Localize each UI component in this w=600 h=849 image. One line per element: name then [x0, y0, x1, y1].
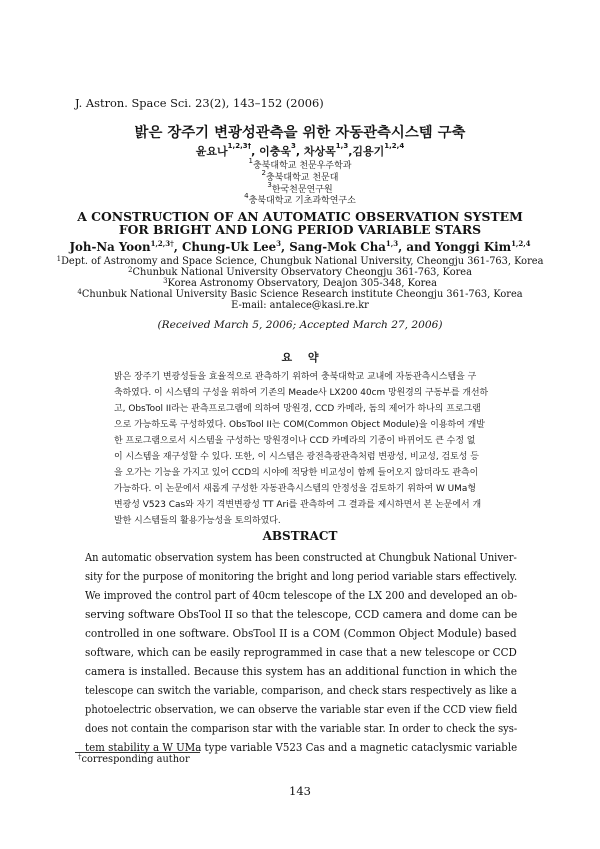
- received-accepted-dates: (Received March 5, 2006; Accepted March 27, 2006): [157, 319, 443, 331]
- english-author: Joh-Na Yoon: [69, 240, 151, 254]
- korean-title: 밝은 장주기 변광성관측을 위한 자동관측시스템 구축: [134, 125, 466, 141]
- abstract-line: software, which can be easily reprogrammed in case that a new telescope or CCD: [85, 645, 517, 659]
- footnote-divider: [75, 752, 200, 753]
- author-affiliation-mark: 3: [291, 142, 296, 150]
- english-affiliation: $^1$Dept. of Astronomy and Space Science, Chungbuk National University, Cheongju 361-763, Korea: [56, 255, 544, 267]
- english-title-line: A CONSTRUCTION OF AN AUTOMATIC OBSERVATION SYSTEM: [77, 209, 523, 224]
- english-title-line: FOR BRIGHT AND LONG PERIOD VARIABLE STARS: [118, 222, 482, 237]
- abstract-line: does not contain the comparison star with the variable star. In order to check the sys-: [85, 721, 518, 735]
- abstract-line: serving software ObsTool II so that the telescope, CCD camera and dome can be: [85, 607, 518, 621]
- abstract-line: telescope can switch the variable, comparison, and check stars respectively as like a: [85, 683, 517, 697]
- abstract-line: sity for the purpose of monitoring the bright and long period variable stars effectively.: [85, 569, 518, 583]
- footnote: [78, 754, 190, 765]
- english-author: Chung-Uk Lee: [181, 240, 277, 254]
- korean-abstract-line: 축하였다. 이 시스템의 구성을 위하여 기존의 Meade사 LX200 40cm 망원경의 구동부를 개선하: [114, 388, 489, 398]
- abstract-line: tem stability a W UMa type variable V523 Cas and a magnetic cataclysmic variable: [85, 740, 518, 754]
- abstract-line: photoelectric observation, we can observe the variable star even if the CCD view field: [85, 702, 518, 716]
- english-affiliation: $^2$Chunbuk National University Observatory Cheongju 361-763, Korea: [128, 266, 472, 278]
- korean-abstract-heading: 요 약: [281, 351, 319, 364]
- korean-author: 차상목: [303, 145, 336, 158]
- korean-abstract-line: 변광성 V523 Cas와 자기 격변변광성 TT Ari를 관측하여 그 결과를 제시하면서 본 논문에서 개: [114, 500, 482, 510]
- korean-abstract-line: 한 프로그램으로서 시스템을 구성하는 망원경이나 CCD 카메라의 기종이 바뀌어도 큰 수정 없: [114, 436, 476, 446]
- korean-author: 이충욱: [259, 145, 292, 158]
- korean-author: 윤요나: [195, 145, 228, 158]
- author-affiliation-mark: 1,2,3†: [150, 239, 174, 248]
- english-author: Sang-Mok Cha: [289, 240, 386, 254]
- author-affiliation-mark: 3: [276, 239, 281, 248]
- email-address: E-mail: antalece@kasi.re.kr: [231, 300, 369, 311]
- author-affiliation-mark: 1,2,3†: [227, 142, 252, 150]
- page-number: 143: [289, 784, 311, 798]
- footnote-mark: †: [78, 753, 82, 761]
- english-title: [0, 210, 600, 236]
- abstract-line: camera is installed. Because this system has an additional function in which the: [85, 664, 518, 678]
- korean-abstract-line: 이 시스템을 재구성할 수 있다. 또한, 이 시스템은 광전측광관측처럼 변광성, 비교성, 검토성 등: [114, 452, 479, 462]
- abstract-line: We improved the control part of 40cm telescope of the LX 200 and developed an ob-: [85, 588, 518, 602]
- abstract-line: controlled in one software. ObsTool II is a COM (Common Object Module) based: [85, 626, 517, 640]
- korean-affiliation: $^4$충북대학교 기초과학연구소: [244, 192, 356, 206]
- korean-abstract-line: 으로 가능하도록 구성하였다. ObsTool II는 COM(Common Object Module)을 이용하여 개발: [114, 420, 485, 430]
- korean-abstract-line: 밝은 장주기 변광성들을 효율적으로 관측하기 위하여 충북대학교 교내에 자동관측시스템을 구: [114, 372, 477, 382]
- author-affiliation-mark: 1,3: [335, 142, 349, 150]
- abstract-line: An automatic observation system has been constructed at Chungbuk National Univer-: [85, 550, 517, 564]
- english-author: Yonggi Kim: [434, 240, 512, 254]
- korean-affiliation: $^1$충북대학교 천문우주학과: [248, 157, 352, 171]
- korean-author-list: 윤요나$^{1,2,3\dagger}$, 이충욱$^3$, 차상목$^{1,3}$,김용기$^{1,2,4}$: [195, 142, 405, 158]
- abstract-heading: ABSTRACT: [262, 529, 338, 543]
- author-affiliation-mark: 1,2,4: [511, 239, 531, 248]
- korean-abstract-line: 고, ObsTool II라는 관측프로그램에 의하여 망원경, CCD 카메라, 돔의 제어가 하나의 프로그램: [114, 404, 481, 414]
- english-affiliation: $^3$Korea Astronomy Observatory, Deajon 305-348, Korea: [163, 277, 437, 289]
- korean-affiliation: $^2$충북대학교 천문대: [261, 169, 339, 183]
- journal-citation: J. Astron. Space Sci. 23(2), 143–152 (2006): [75, 96, 324, 110]
- korean-abstract-line: 가능하다. 이 논문에서 새롭게 구성한 자동관측시스템의 안정성을 검토하기 위하여 W UMa형: [114, 484, 476, 494]
- english-affiliation: $^4$Chunbuk National University Basic Science Research institute Cheongju 361-763, Korea: [77, 288, 523, 300]
- english-author-list: Joh-Na Yoon$^{1,2,3\dagger}$, Chung-Uk Lee$^3$, Sang-Mok Cha$^{1,3}$, and Yonggi Kim$^{1,2,4}$: [69, 239, 531, 254]
- korean-abstract-line: 을 오가는 기능을 가지고 있어 CCD의 시야에 적당한 비교성이 함께 들어오지 않더라도 관측이: [114, 468, 479, 478]
- korean-abstract-line: 발한 시스템들의 활용가능성을 토의하였다.: [114, 516, 281, 526]
- footnote-text: corresponding author: [81, 754, 190, 765]
- korean-affiliation: $^3$한국천문연구원: [267, 181, 333, 195]
- author-affiliation-mark: 1,2,4: [384, 142, 405, 150]
- korean-author: 김용기: [352, 145, 385, 158]
- author-affiliation-mark: 1,3: [385, 239, 399, 248]
